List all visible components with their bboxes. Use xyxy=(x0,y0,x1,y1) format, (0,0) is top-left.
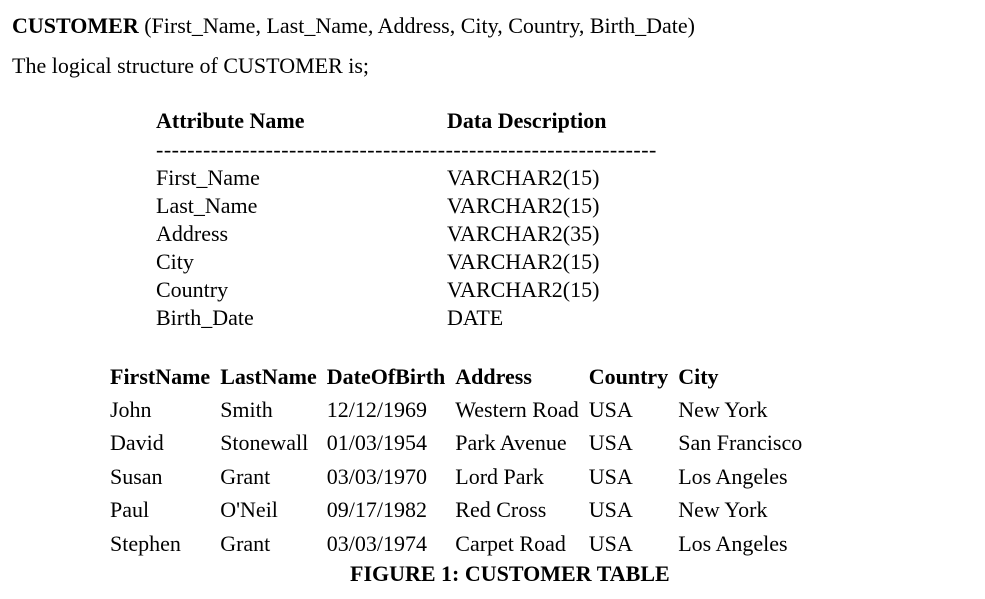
table-cell: USA xyxy=(588,463,633,489)
table-cell: Smith xyxy=(220,396,273,422)
table-cell: 12/12/1969 xyxy=(326,396,427,422)
table-cell: Los Angeles xyxy=(678,530,788,556)
table-cell: Stonewall xyxy=(220,430,309,456)
table-cell: Park Avenue xyxy=(455,430,567,456)
logical-structure xyxy=(156,108,666,332)
structure-header xyxy=(156,108,666,140)
table-row xyxy=(108,494,810,528)
data-description: VARCHAR2(15) xyxy=(447,277,600,302)
data-description: VARCHAR2(35) xyxy=(447,221,600,246)
entity-attributes: (First_Name, Last_Name, Address, City, Country, Birth_Date) xyxy=(138,13,695,38)
table-cell: John xyxy=(110,396,152,422)
table-cell: Paul xyxy=(110,497,150,523)
table-row xyxy=(108,393,810,427)
attribute-name: First_Name xyxy=(156,165,260,190)
structure-row xyxy=(156,220,666,248)
data-description: VARCHAR2(15) xyxy=(447,249,600,274)
table-row xyxy=(108,460,810,494)
structure-row xyxy=(156,164,666,192)
column-header: FirstName xyxy=(110,364,211,389)
column-header: Address xyxy=(455,364,532,389)
table-cell: USA xyxy=(588,530,633,556)
table-cell: New York xyxy=(678,497,768,523)
entity-name: CUSTOMER xyxy=(12,13,139,38)
column-header: City xyxy=(678,364,719,389)
table-cell: USA xyxy=(588,396,633,422)
structure-separator: ---------------------------------------------------------------- xyxy=(156,140,657,162)
attribute-name-header: Attribute Name xyxy=(156,108,305,133)
column-header: Country xyxy=(588,364,669,389)
table-cell: Los Angeles xyxy=(678,463,788,489)
attribute-name: City xyxy=(156,249,194,274)
data-description-header: Data Description xyxy=(447,108,607,133)
structure-row xyxy=(156,276,666,304)
table-cell: Lord Park xyxy=(455,463,544,489)
data-description: DATE xyxy=(447,305,504,330)
table-row xyxy=(108,427,810,461)
customer-table xyxy=(108,361,810,561)
structure-row xyxy=(156,304,666,332)
intro-text: The logical structure of CUSTOMER is; xyxy=(12,53,370,78)
data-description: VARCHAR2(15) xyxy=(447,193,600,218)
structure-rows xyxy=(156,164,666,332)
table-cell: 03/03/1970 xyxy=(326,463,427,489)
attribute-name: Address xyxy=(156,221,229,246)
column-header: DateOfBirth xyxy=(326,364,446,389)
attribute-name: Birth_Date xyxy=(156,305,254,330)
table-cell: 03/03/1974 xyxy=(326,530,427,556)
table-cell: New York xyxy=(678,396,768,422)
structure-row xyxy=(156,248,666,276)
table-cell: Grant xyxy=(220,463,271,489)
table-cell: Grant xyxy=(220,530,271,556)
table-cell: USA xyxy=(588,430,633,456)
figure-caption: FIGURE 1: CUSTOMER TABLE xyxy=(350,561,670,586)
customer-table-header xyxy=(108,361,810,393)
table-cell: 01/03/1954 xyxy=(326,430,427,456)
table-cell: San Francisco xyxy=(678,430,803,456)
table-cell: O'Neil xyxy=(220,497,278,523)
structure-row xyxy=(156,192,666,220)
table-cell: Red Cross xyxy=(455,497,547,523)
data-description: VARCHAR2(15) xyxy=(447,165,600,190)
table-cell: Carpet Road xyxy=(455,530,566,556)
attribute-name: Country xyxy=(156,277,229,302)
table-cell: USA xyxy=(588,497,633,523)
attribute-name: Last_Name xyxy=(156,193,258,218)
customer-table-body xyxy=(108,393,810,561)
table-cell: David xyxy=(110,430,164,456)
table-cell: Stephen xyxy=(110,530,181,556)
table-cell: Western Road xyxy=(455,396,579,422)
column-header: LastName xyxy=(220,364,317,389)
table-cell: 09/17/1982 xyxy=(326,497,427,523)
entity-heading xyxy=(12,13,695,39)
table-cell: Susan xyxy=(110,463,163,489)
table-row xyxy=(108,527,810,561)
